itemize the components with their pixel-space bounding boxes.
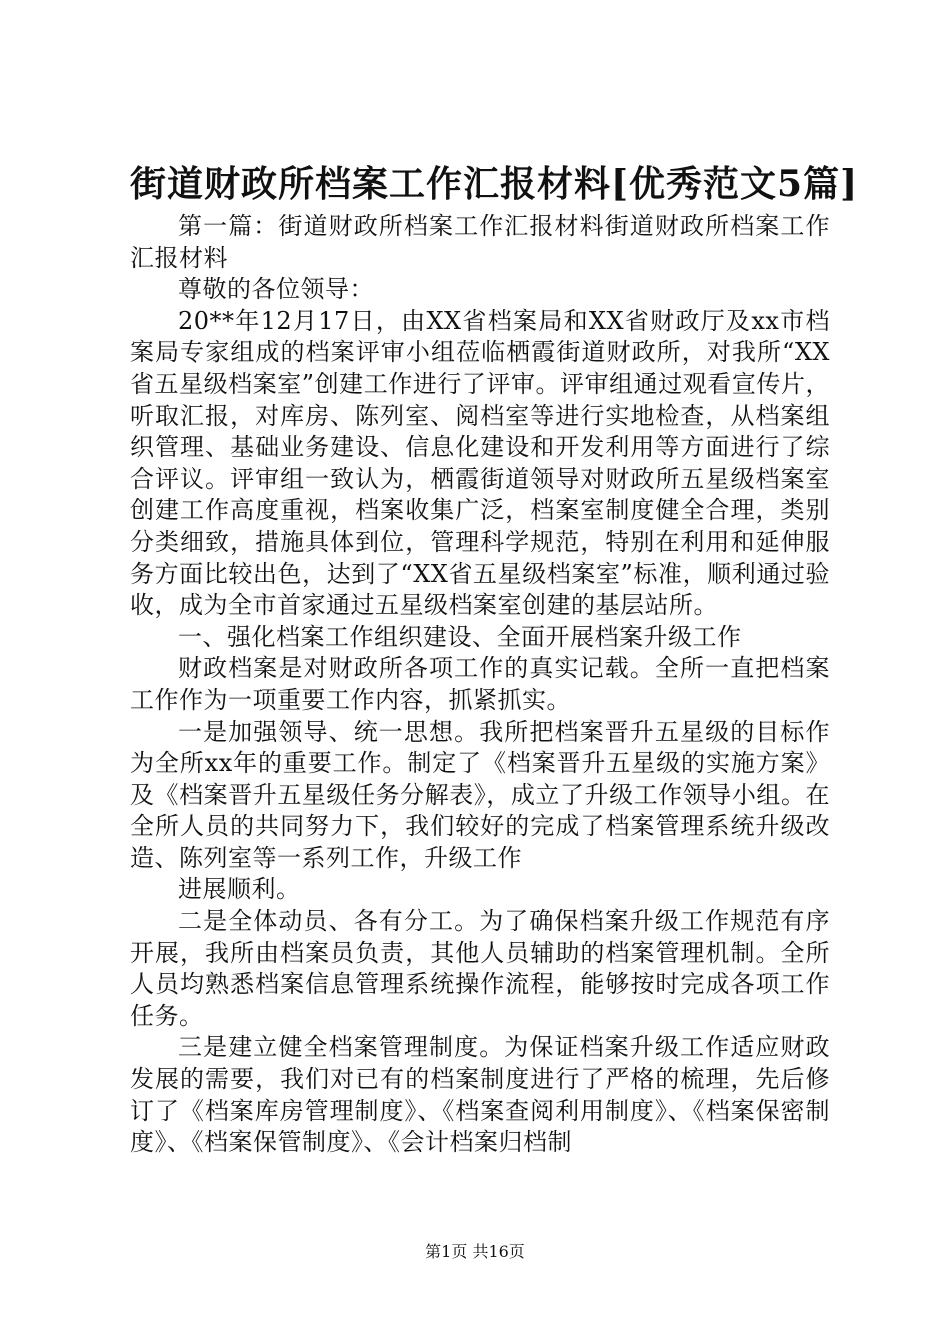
page-number-footer: 第1页 共16页 bbox=[425, 1242, 525, 1261]
paragraph-point-one-continued: 进展顺利。 bbox=[178, 875, 301, 904]
paragraph-salutation: 尊敬的各位领导： bbox=[178, 275, 374, 304]
document-title: 街道财政所档案工作汇报材料[优秀范文5篇] bbox=[130, 163, 859, 205]
paragraph-heading-first-article: 第一篇：街道财政所档案工作汇报材料街道财政所档案工作汇报材料 bbox=[130, 212, 830, 272]
paragraph-finance-archives: 财政档案是对财政所各项工作的真实记载。全所一直把档案工作作为一项重要工作内容，抓紧抓实。 bbox=[130, 654, 830, 714]
paragraph-point-three: 三是建立健全档案管理制度。为保证档案升级工作适应财政发展的需要，我们对已有的档案制度进行了严格的梳理，先后修订了《档案库房管理制度》、《档案查阅利用制度》、《档案保密制度》、《档案保管制度》、《会计档案归档制 bbox=[130, 1033, 830, 1157]
document-body bbox=[130, 211, 830, 1159]
paragraph-review-summary: 20**年12月17日，由XX省档案局和XX省财政厅及xx市档案局专家组成的档案评审小组莅临栖霞街道财政所，对我所“XX省五星级档案室”创建工作进行了评审。评审组通过观看宣传片，听取汇报，对库房、陈列室、阅档室等进行实地检查，从档案组织管理、基础业务建设、信息化建设和开发利用等方面进行了综合评议。评审组一致认为，栖霞街道领导对财政所五星级档案室创建工作高度重视，档案收集广泛，档案室制度健全合理，类别分类细致，措施具体到位，管理科学规范，特别在利用和延伸服务方面比较出色，达到了“XX省五星级档案室”标准，顺利通过验收，成为全市首家通过五星级档案室创建的基层站所。 bbox=[130, 306, 830, 620]
paragraph-point-one: 一是加强领导、统一思想。我所把档案晋升五星级的目标作为全所xx年的重要工作。制定了《档案晋升五星级的实施方案》及《档案晋升五星级任务分解表》，成立了升级工作领导小组。在全所人员的共同努力下，我们较好的完成了档案管理系统升级改造、陈列室等一系列工作，升级工作 bbox=[130, 717, 830, 872]
paragraph-section-heading-one: 一、强化档案工作组织建设、全面开展档案升级工作 bbox=[178, 622, 742, 651]
paragraph-point-two: 二是全体动员、各有分工。为了确保档案升级工作规范有序开展，我所由档案员负责，其他人员辅助的档案管理机制。全所人员均熟悉档案信息管理系统操作流程，能够按时完成各项工作任务。 bbox=[130, 907, 830, 1030]
